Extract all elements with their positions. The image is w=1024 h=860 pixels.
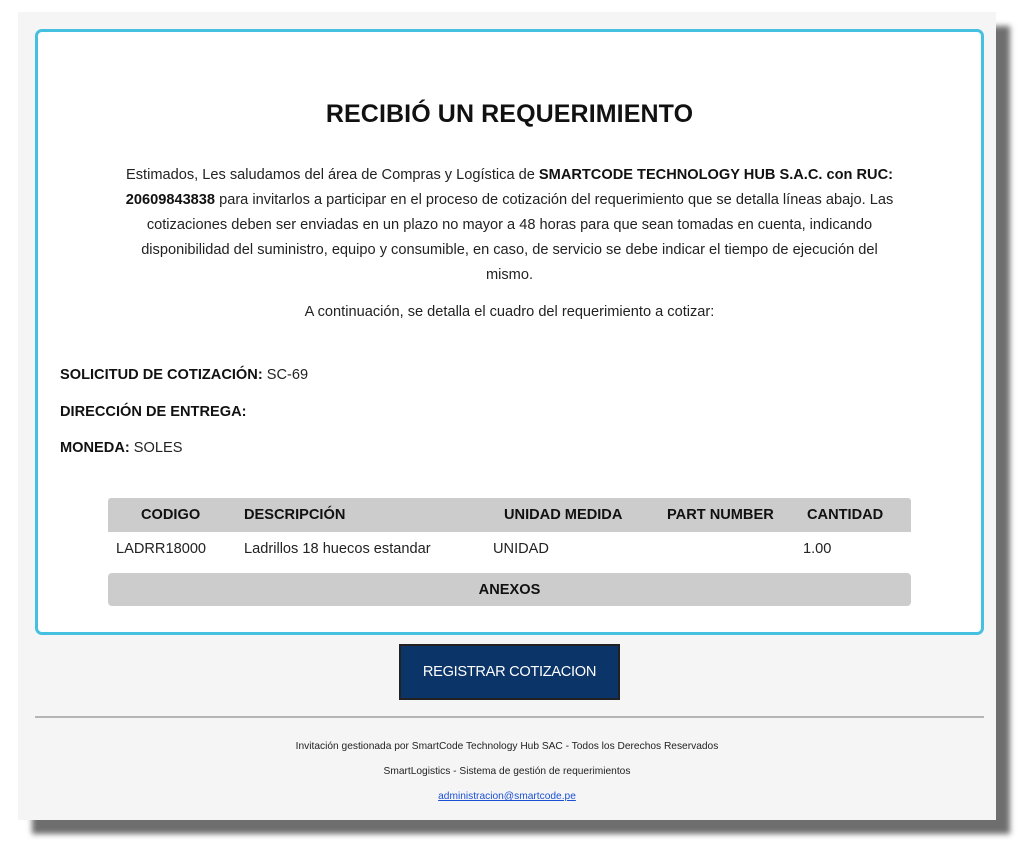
solicitud-value: SC-69 xyxy=(262,367,309,383)
company-name: SMARTCODE TECHNOLOGY HUB S.A.C. con RUC: 20609843838 xyxy=(125,167,893,208)
footer-rights: Invitación gestionada por SmartCode Technology Hub SAC - Todos los Derechos Reservados xyxy=(295,741,719,752)
requirement-table xyxy=(108,498,911,606)
direccion-label: DIRECCIÓN DE ENTREGA: xyxy=(60,404,247,420)
col-header-part-number: PART NUMBER xyxy=(667,507,774,523)
footer-email-line xyxy=(18,791,996,802)
col-header-unidad-medida: UNIDAD MEDIDA xyxy=(504,507,623,523)
table-header xyxy=(108,498,911,532)
intro-paragraph xyxy=(118,163,901,288)
direccion-field xyxy=(60,404,246,420)
col-header-cantidad: CANTIDAD xyxy=(807,507,884,523)
detail-line: A continuación, se detalla el cuadro del requerimiento a cotizar: xyxy=(304,304,715,320)
footer-system: SmartLogistics - Sistema de gestión de requerimientos xyxy=(383,766,631,777)
footer-divider xyxy=(35,716,984,718)
table-row xyxy=(108,532,911,566)
cell-descripcion: Ladrillos 18 huecos estandar xyxy=(244,541,431,557)
solicitud-label: SOLICITUD DE COTIZACIÓN: xyxy=(60,367,263,383)
cell-codigo: LADRR18000 xyxy=(116,541,207,557)
cell-unidad-medida: UNIDAD xyxy=(493,541,549,557)
col-header-codigo: CODIGO xyxy=(141,507,201,523)
page-title: RECIBIÓ UN REQUERIMIENTO xyxy=(325,100,694,128)
solicitud-field xyxy=(60,367,308,383)
col-header-descripcion: DESCRIPCIÓN xyxy=(244,507,346,523)
intro-text-after: para invitarlos a participar en el proceso de cotización del requerimiento que se detalla líneas abajo. Las cotizaciones deben ser enviadas en un plazo no mayor a 48 horas para que sean tomadas en cuenta, indicando disponibilidad del suministro, equipo y consumible, en caso, de servicio se debe indicar el tiempo de ejecución del mismo. xyxy=(141,192,894,283)
annex-bar: ANEXOS xyxy=(108,573,911,606)
moneda-value: SOLES xyxy=(129,440,183,456)
register-quote-button[interactable]: REGISTRAR COTIZACION xyxy=(399,644,620,700)
footer-email-link[interactable]: administracion@smartcode.pe xyxy=(438,791,576,802)
requirement-card xyxy=(35,29,984,635)
cell-cantidad: 1.00 xyxy=(803,541,832,557)
moneda-label: MONEDA: xyxy=(60,440,130,456)
moneda-field xyxy=(60,440,182,456)
intro-text-before: Estimados, Les saludamos del área de Compras y Logística de xyxy=(126,167,539,183)
email-page xyxy=(18,12,996,820)
